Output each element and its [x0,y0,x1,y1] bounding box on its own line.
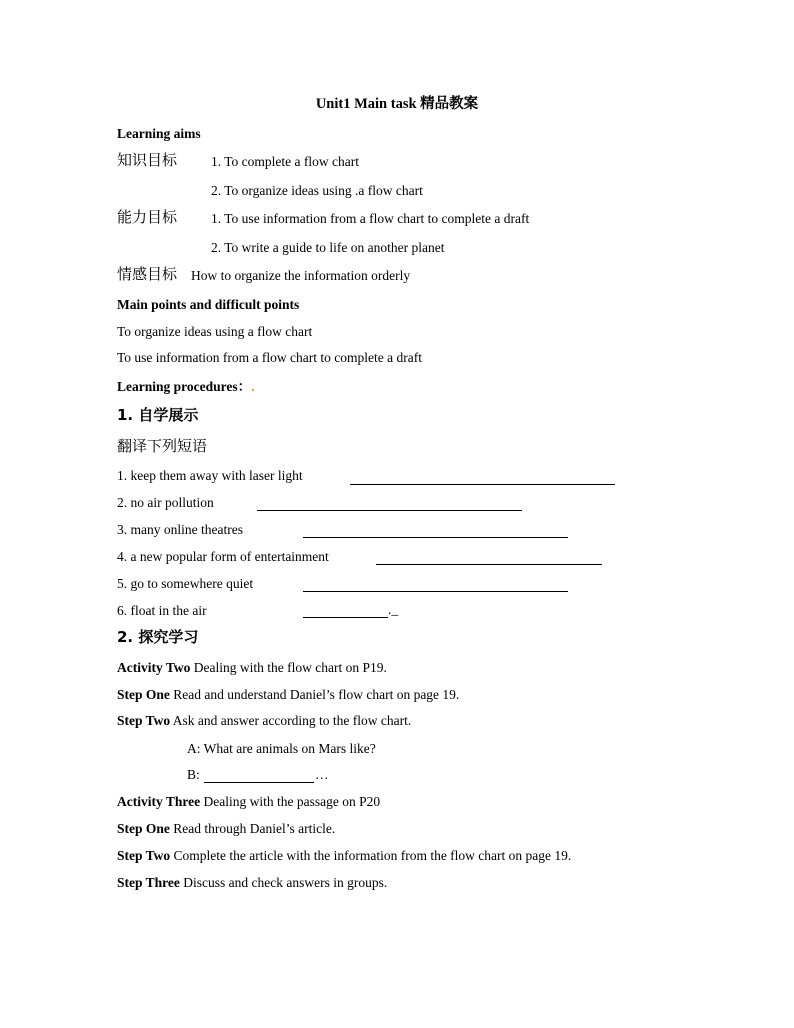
activity-three-step-three [117,876,387,890]
answer-blank[interactable] [303,537,568,538]
step-text: Read through Daniel’s article. [169,821,336,836]
step-label: Step Three [117,875,180,890]
answer-b-ellipsis: … [315,767,329,782]
activity-three-step-one [117,822,335,836]
phrase-item: 3. many online theatres [117,522,243,537]
phrase-item: 4. a new popular form of entertainment [117,549,329,564]
answer-blank[interactable] [303,617,388,618]
step-text: Complete the article with the information from the flow chart on page 19. [170,848,572,863]
document-title: Unit1 Main task 精品教案 [315,96,479,112]
answer-blank[interactable] [257,510,522,511]
activity-three [117,795,380,809]
step-label: Step Two [117,713,171,728]
main-points-heading: Main points and difficult points [117,297,300,312]
question-a: A: What are animals on Mars like? [187,741,376,756]
activity-two-text: Dealing with the flow chart on P19. [190,660,387,675]
procedures-heading [117,380,255,394]
ability-aim-item: 1. To use information from a flow chart to complete a draft [211,211,530,226]
emotion-aims-label: 情感目标 [117,265,178,283]
step-label: Step Two [117,848,171,863]
phrase-item: 5. go to somewhere quiet [117,576,254,591]
answer-blank-tail: ._ [388,602,399,617]
knowledge-aim-item: 1. To complete a flow chart [211,154,360,169]
activity-two-step-two [117,714,411,728]
knowledge-aim-item: 2. To organize ideas using .a flow chart [211,183,423,198]
step-text: Ask and answer according to the flow chart. [170,713,412,728]
activity-three-step-two [117,849,571,863]
section2-heading: 2. 探究学习 [117,628,199,646]
activity-two [117,661,387,675]
ability-aim-item: 2. To write a guide to life on another planet [211,240,445,255]
answer-blank[interactable] [303,591,568,592]
phrase-item: 2. no air pollution [117,495,214,510]
step-text: Read and understand Daniel’s flow chart on page 19. [169,687,460,702]
activity-two-step-one [117,688,459,702]
learning-aims-heading: Learning aims [117,126,201,141]
procedures-dot: . [251,379,255,394]
step-label: Step One [117,687,170,702]
phrase-item: 1. keep them away with laser light [117,468,303,483]
main-point-item: To use information from a flow chart to complete a draft [117,350,422,365]
answer-b-prefix: B: [187,767,200,782]
section1-subheading: 翻译下列短语 [117,437,208,455]
activity-three-label: Activity Three [117,794,201,809]
emotion-aim-text: How to organize the information orderly [191,268,411,283]
main-point-item: To organize ideas using a flow chart [117,324,313,339]
step-label: Step One [117,821,170,836]
activity-two-label: Activity Two [117,660,191,675]
activity-three-text: Dealing with the passage on P20 [200,794,381,809]
answer-blank[interactable] [350,484,615,485]
step-text: Discuss and check answers in groups. [179,875,388,890]
ability-aims-label: 能力目标 [117,208,178,226]
answer-b-blank[interactable] [204,782,314,783]
procedures-heading-text: Learning procedures： [117,379,252,394]
phrase-item: 6. float in the air [117,603,207,618]
knowledge-aims-label: 知识目标 [117,151,178,169]
answer-blank[interactable] [376,564,602,565]
section1-heading: 1. 自学展示 [117,406,199,424]
